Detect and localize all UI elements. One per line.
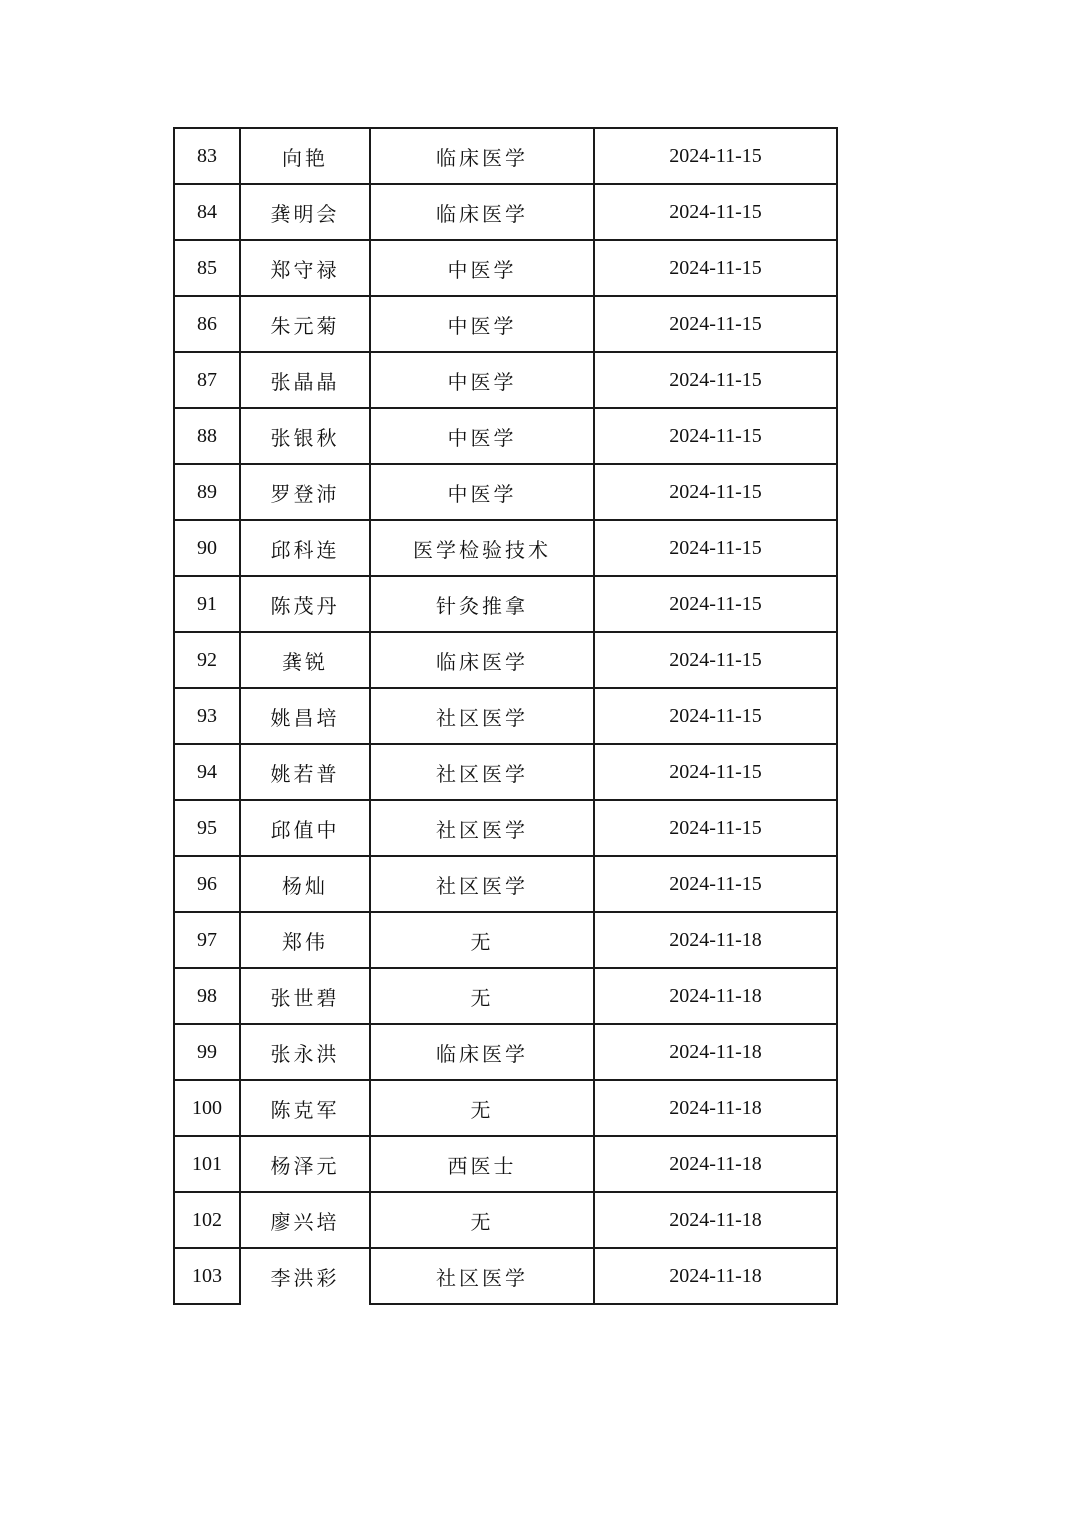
person-name-cell: 陈茂丹 — [240, 576, 370, 632]
row-number-cell: 99 — [174, 1024, 240, 1080]
major-cell: 无 — [370, 968, 594, 1024]
roster-table-body — [174, 128, 837, 1304]
major-cell: 社区医学 — [370, 856, 594, 912]
major-cell: 临床医学 — [370, 1024, 594, 1080]
major-cell: 西医士 — [370, 1136, 594, 1192]
date-cell: 2024-11-15 — [594, 352, 837, 408]
person-name-cell: 邱值中 — [240, 800, 370, 856]
major-cell: 无 — [370, 1192, 594, 1248]
table-row — [174, 968, 837, 1024]
row-number-cell: 86 — [174, 296, 240, 352]
date-cell: 2024-11-15 — [594, 800, 837, 856]
table-row — [174, 632, 837, 688]
row-number-cell: 85 — [174, 240, 240, 296]
table-row — [174, 464, 837, 520]
row-number-cell: 83 — [174, 128, 240, 184]
person-name-cell: 廖兴培 — [240, 1192, 370, 1248]
row-number-cell: 94 — [174, 744, 240, 800]
person-name-cell: 张世碧 — [240, 968, 370, 1024]
person-name-cell: 罗登沛 — [240, 464, 370, 520]
major-cell: 中医学 — [370, 408, 594, 464]
row-number-cell: 100 — [174, 1080, 240, 1136]
date-cell: 2024-11-15 — [594, 240, 837, 296]
person-name-cell: 姚昌培 — [240, 688, 370, 744]
row-number-cell: 88 — [174, 408, 240, 464]
date-cell: 2024-11-15 — [594, 128, 837, 184]
major-cell: 中医学 — [370, 296, 594, 352]
row-number-cell: 102 — [174, 1192, 240, 1248]
row-number-cell: 93 — [174, 688, 240, 744]
table-row — [174, 408, 837, 464]
major-cell: 临床医学 — [370, 632, 594, 688]
row-number-cell: 84 — [174, 184, 240, 240]
major-cell: 针灸推拿 — [370, 576, 594, 632]
major-cell: 社区医学 — [370, 688, 594, 744]
table-row — [174, 1136, 837, 1192]
table-row — [174, 240, 837, 296]
table-row — [174, 128, 837, 184]
date-cell: 2024-11-15 — [594, 464, 837, 520]
table-row — [174, 744, 837, 800]
person-name-cell: 张晶晶 — [240, 352, 370, 408]
date-cell: 2024-11-15 — [594, 408, 837, 464]
table-row — [174, 184, 837, 240]
date-cell: 2024-11-15 — [594, 744, 837, 800]
roster-table — [173, 127, 838, 1305]
row-number-cell: 97 — [174, 912, 240, 968]
table-row — [174, 856, 837, 912]
major-cell: 无 — [370, 912, 594, 968]
row-number-cell: 95 — [174, 800, 240, 856]
date-cell: 2024-11-15 — [594, 520, 837, 576]
date-cell: 2024-11-18 — [594, 1080, 837, 1136]
major-cell: 医学检验技术 — [370, 520, 594, 576]
major-cell: 中医学 — [370, 240, 594, 296]
table-row — [174, 800, 837, 856]
date-cell: 2024-11-18 — [594, 968, 837, 1024]
date-cell: 2024-11-18 — [594, 912, 837, 968]
person-name-cell: 陈克军 — [240, 1080, 370, 1136]
person-name-cell: 郑守禄 — [240, 240, 370, 296]
date-cell: 2024-11-15 — [594, 688, 837, 744]
table-row — [174, 1248, 837, 1304]
row-number-cell: 103 — [174, 1248, 240, 1304]
person-name-cell: 杨泽元 — [240, 1136, 370, 1192]
table-row — [174, 1192, 837, 1248]
major-cell: 临床医学 — [370, 184, 594, 240]
row-number-cell: 87 — [174, 352, 240, 408]
date-cell: 2024-11-15 — [594, 632, 837, 688]
date-cell: 2024-11-15 — [594, 856, 837, 912]
major-cell: 社区医学 — [370, 1248, 594, 1304]
date-cell: 2024-11-15 — [594, 296, 837, 352]
table-row — [174, 912, 837, 968]
person-name-cell: 龚明会 — [240, 184, 370, 240]
row-number-cell: 101 — [174, 1136, 240, 1192]
person-name-cell: 龚锐 — [240, 632, 370, 688]
table-row — [174, 520, 837, 576]
person-name-cell: 李洪彩 — [240, 1248, 370, 1304]
row-number-cell: 89 — [174, 464, 240, 520]
date-cell: 2024-11-18 — [594, 1136, 837, 1192]
row-number-cell: 91 — [174, 576, 240, 632]
major-cell: 无 — [370, 1080, 594, 1136]
date-cell: 2024-11-15 — [594, 576, 837, 632]
date-cell: 2024-11-18 — [594, 1024, 837, 1080]
date-cell: 2024-11-18 — [594, 1248, 837, 1304]
person-name-cell: 杨灿 — [240, 856, 370, 912]
major-cell: 社区医学 — [370, 800, 594, 856]
person-name-cell: 张永洪 — [240, 1024, 370, 1080]
row-number-cell: 92 — [174, 632, 240, 688]
date-cell: 2024-11-15 — [594, 184, 837, 240]
major-cell: 中医学 — [370, 352, 594, 408]
person-name-cell: 郑伟 — [240, 912, 370, 968]
row-number-cell: 90 — [174, 520, 240, 576]
row-number-cell: 96 — [174, 856, 240, 912]
table-row — [174, 576, 837, 632]
row-number-cell: 98 — [174, 968, 240, 1024]
person-name-cell: 张银秋 — [240, 408, 370, 464]
major-cell: 社区医学 — [370, 744, 594, 800]
table-row — [174, 1080, 837, 1136]
table-row — [174, 352, 837, 408]
date-cell: 2024-11-18 — [594, 1192, 837, 1248]
major-cell: 临床医学 — [370, 128, 594, 184]
person-name-cell: 向艳 — [240, 128, 370, 184]
table-row — [174, 1024, 837, 1080]
person-name-cell: 邱科连 — [240, 520, 370, 576]
major-cell: 中医学 — [370, 464, 594, 520]
table-row — [174, 296, 837, 352]
table-row — [174, 688, 837, 744]
person-name-cell: 朱元菊 — [240, 296, 370, 352]
person-name-cell: 姚若普 — [240, 744, 370, 800]
